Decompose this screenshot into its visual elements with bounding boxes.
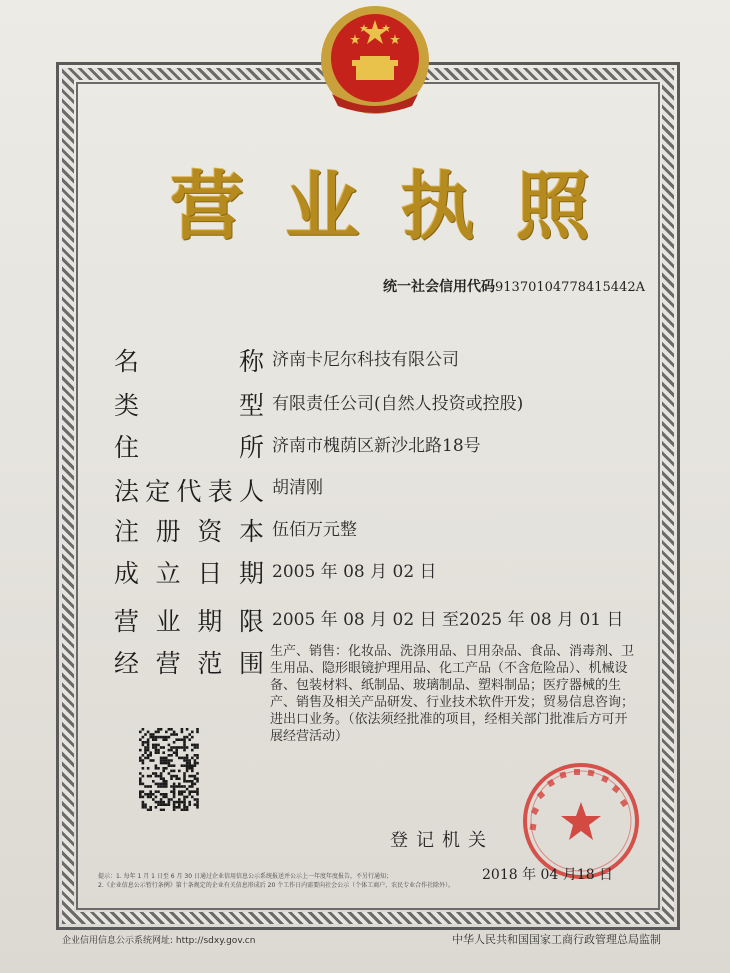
field-label bbox=[114, 644, 264, 680]
credit-code-label: 统一社会信用代码 bbox=[383, 279, 495, 295]
label-char: 营 bbox=[114, 607, 140, 636]
label-char: 型 bbox=[238, 391, 264, 420]
footer-issuer: 中华人民共和国国家工商行政管理总局监制 bbox=[452, 933, 661, 946]
label-char: 经 bbox=[114, 649, 140, 678]
label-char: 营 bbox=[155, 649, 181, 678]
field-value-term: 2005 年 08 月 02 日 至2025 年 08 月 01 日 bbox=[272, 610, 624, 630]
field-label bbox=[114, 386, 264, 422]
label-char: 法 bbox=[114, 477, 140, 506]
label-char: 住 bbox=[114, 433, 140, 462]
title-char: 照 bbox=[515, 164, 590, 250]
label-char: 代 bbox=[176, 477, 202, 506]
label-char: 注 bbox=[114, 517, 140, 546]
field-label bbox=[114, 512, 264, 548]
label-char: 日 bbox=[197, 559, 223, 588]
label-char: 人 bbox=[238, 477, 264, 506]
field-value-established: 2005 年 08 月 02 日 bbox=[272, 562, 437, 582]
label-char: 类 bbox=[114, 391, 140, 420]
qr-code-icon bbox=[138, 727, 200, 811]
label-char: 资 bbox=[197, 517, 223, 546]
label-char: 期 bbox=[238, 559, 264, 588]
credit-code-line bbox=[383, 276, 645, 296]
registration-authority: 登记机关 bbox=[390, 830, 494, 851]
title-char: 执 bbox=[400, 164, 475, 250]
field-label bbox=[114, 342, 264, 378]
field-label bbox=[114, 472, 264, 508]
label-char: 围 bbox=[238, 649, 264, 678]
field-value-type: 有限责任公司(自然人投资或控股) bbox=[272, 394, 524, 414]
label-char: 业 bbox=[155, 607, 181, 636]
note-line: 2.《企业信息公示暂行条例》第十条规定的企业有关信息形成后 20 个工作日内需要向社会公示（个体工商户、农民专业合作社除外）。 bbox=[98, 882, 455, 889]
field-value-address: 济南市槐荫区新沙北路18号 bbox=[272, 436, 481, 456]
label-char: 所 bbox=[238, 433, 264, 462]
label-char: 范 bbox=[197, 649, 223, 678]
label-char: 成 bbox=[114, 559, 140, 588]
field-value-capital: 伍佰万元整 bbox=[272, 520, 357, 540]
label-char: 限 bbox=[238, 607, 264, 636]
field-value-name: 济南卡尼尔科技有限公司 bbox=[272, 350, 459, 370]
label-char: 册 bbox=[155, 517, 181, 546]
field-label bbox=[114, 602, 264, 638]
label-char: 立 bbox=[155, 559, 181, 588]
credit-code-value: 91370104778415442A bbox=[495, 280, 645, 295]
label-char: 表 bbox=[207, 477, 233, 506]
label-char: 称 bbox=[238, 347, 264, 376]
national-emblem-icon bbox=[312, 2, 438, 120]
footer-website: 企业信用信息公示系统网址: http://sdxy.gov.cn bbox=[62, 936, 256, 946]
title-char: 营 bbox=[170, 164, 244, 250]
field-label bbox=[114, 554, 264, 590]
label-char: 名 bbox=[114, 347, 140, 376]
label-char: 期 bbox=[197, 607, 223, 636]
notes-block bbox=[98, 872, 498, 890]
business-scope-text: 生产、销售：化妆品、洗涤用品、日用杂品、食品、消毒剂、卫生用品、隐形眼镜护理用品、化工产品（不含危险品）、机械设备、包装材料、纸制品、玻璃制品、塑料制品；医疗器械的生产、销售及相关产品研发、行业技术软件开发；贸易信息咨询；进出口业务。（依法须经批准的项目，经相关部门批准后方可开展经营活动） bbox=[270, 644, 635, 744]
label-char: 本 bbox=[238, 517, 264, 546]
label-char: 定 bbox=[145, 477, 171, 506]
registration-date: 2018 年 04 月18 日 bbox=[482, 867, 614, 883]
field-value-legal-rep: 胡清刚 bbox=[272, 478, 323, 498]
license-title bbox=[170, 148, 590, 254]
field-label bbox=[114, 428, 264, 464]
note-line: 提示：1. 每年 1 月 1 日至 6 月 30 日通过企业信用信息公示系统报送并公示上一年度年度报告，不另行通知； bbox=[98, 873, 392, 880]
title-char: 业 bbox=[285, 164, 360, 250]
